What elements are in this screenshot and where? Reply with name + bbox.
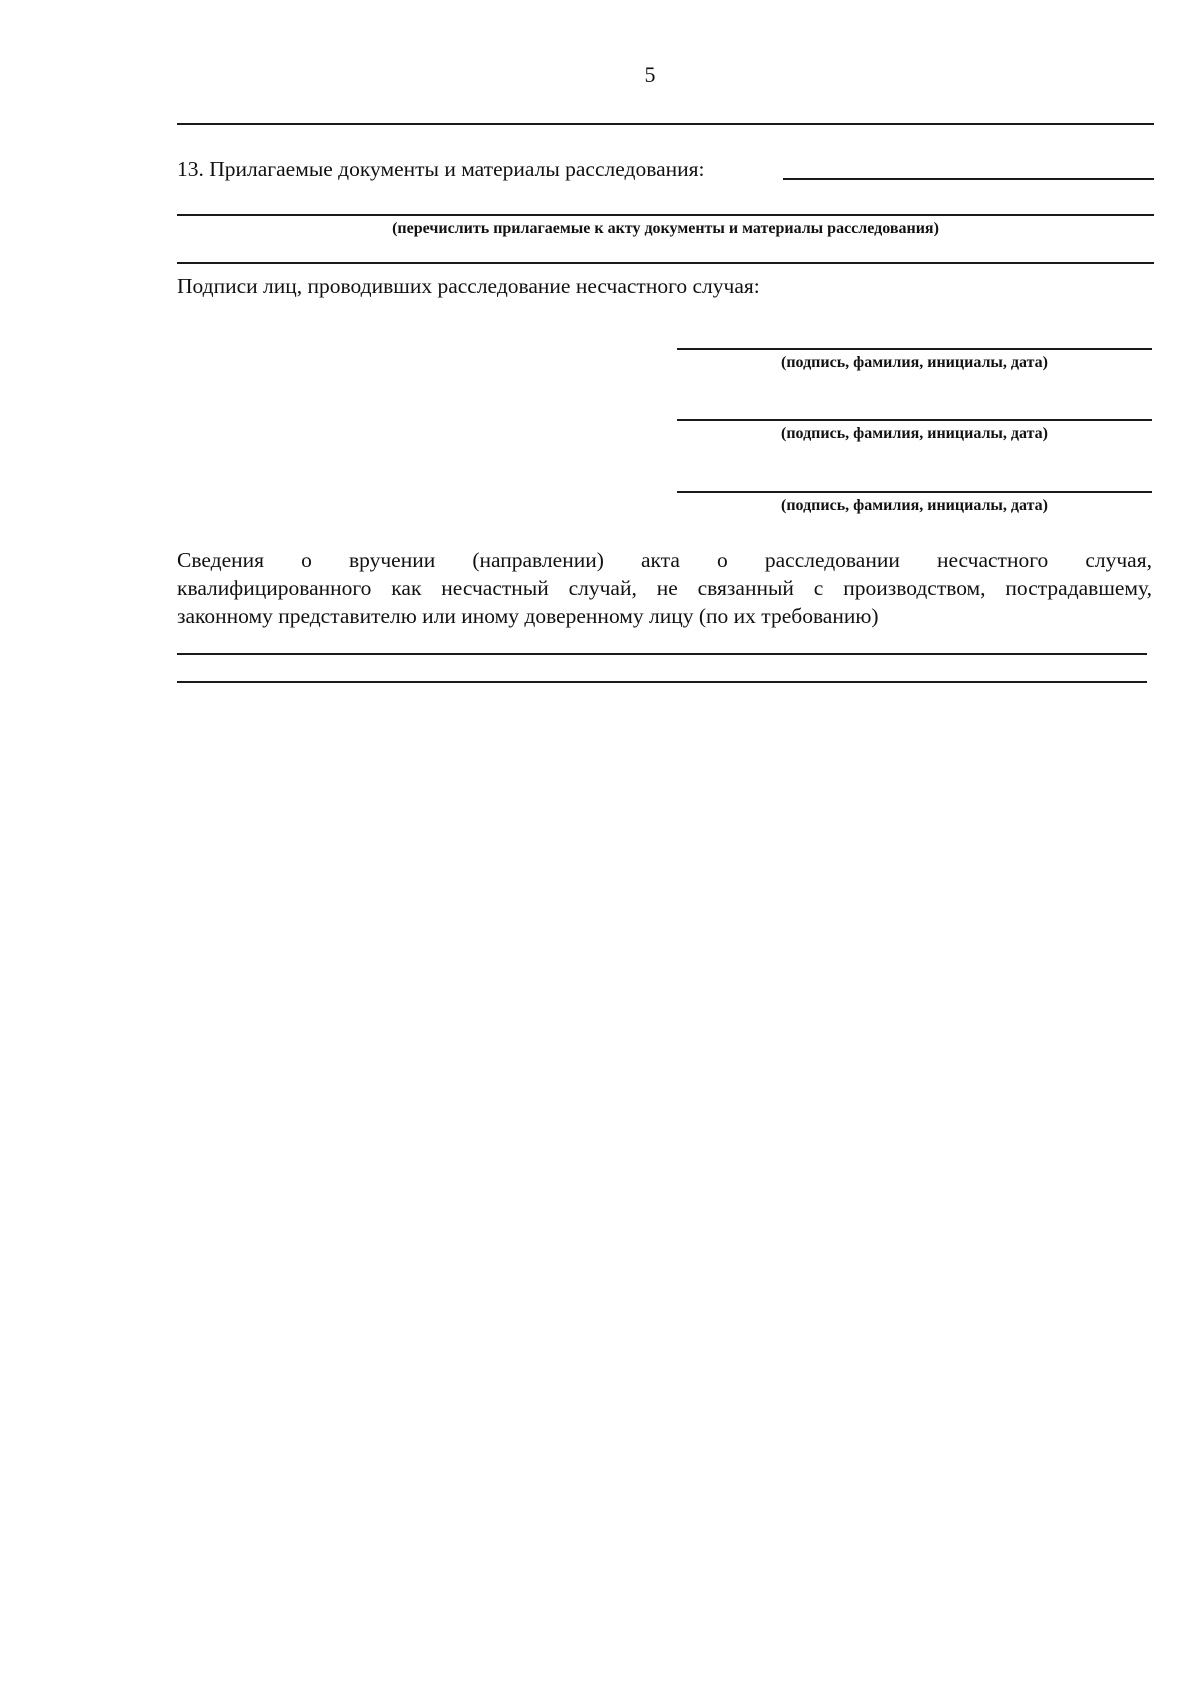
signature-caption-3: (подпись, фамилия, инициалы, дата) <box>781 497 1048 514</box>
delivery-notice <box>177 546 1152 630</box>
top-rule <box>177 123 1154 125</box>
delivery-notice-line-3: законному представителю или иному доверенному лицу (по их требованию) <box>177 604 879 628</box>
section13-list-line-2[interactable] <box>177 262 1154 264</box>
signatures-heading: Подписи лиц, проводивших расследование несчастного случая: <box>177 274 760 298</box>
signature-line-3[interactable] <box>677 491 1152 493</box>
section13-fill-line[interactable] <box>783 178 1154 180</box>
delivery-notice-line-1: Сведения о вручении (направлении) акта о расследовании несчастного случая, <box>177 548 1152 572</box>
section13-caption: (перечислить прилагаемые к акту документы и материалы расследования) <box>392 220 939 237</box>
delivery-fill-line-1[interactable] <box>177 653 1147 655</box>
section13-list-line[interactable] <box>177 214 1154 216</box>
section13-label: 13. Прилагаемые документы и материалы расследования: <box>177 157 705 181</box>
page-number: 5 <box>644 62 656 87</box>
delivery-fill-line-2[interactable] <box>177 681 1147 683</box>
delivery-notice-line-2: квалифицированного как несчастный случай, не связанный с производством, пострадавшему, <box>177 576 1152 600</box>
signature-caption-2: (подпись, фамилия, инициалы, дата) <box>781 425 1048 442</box>
signature-caption-1: (подпись, фамилия, инициалы, дата) <box>781 354 1048 371</box>
signature-line-1[interactable] <box>677 348 1152 350</box>
signature-line-2[interactable] <box>677 419 1152 421</box>
